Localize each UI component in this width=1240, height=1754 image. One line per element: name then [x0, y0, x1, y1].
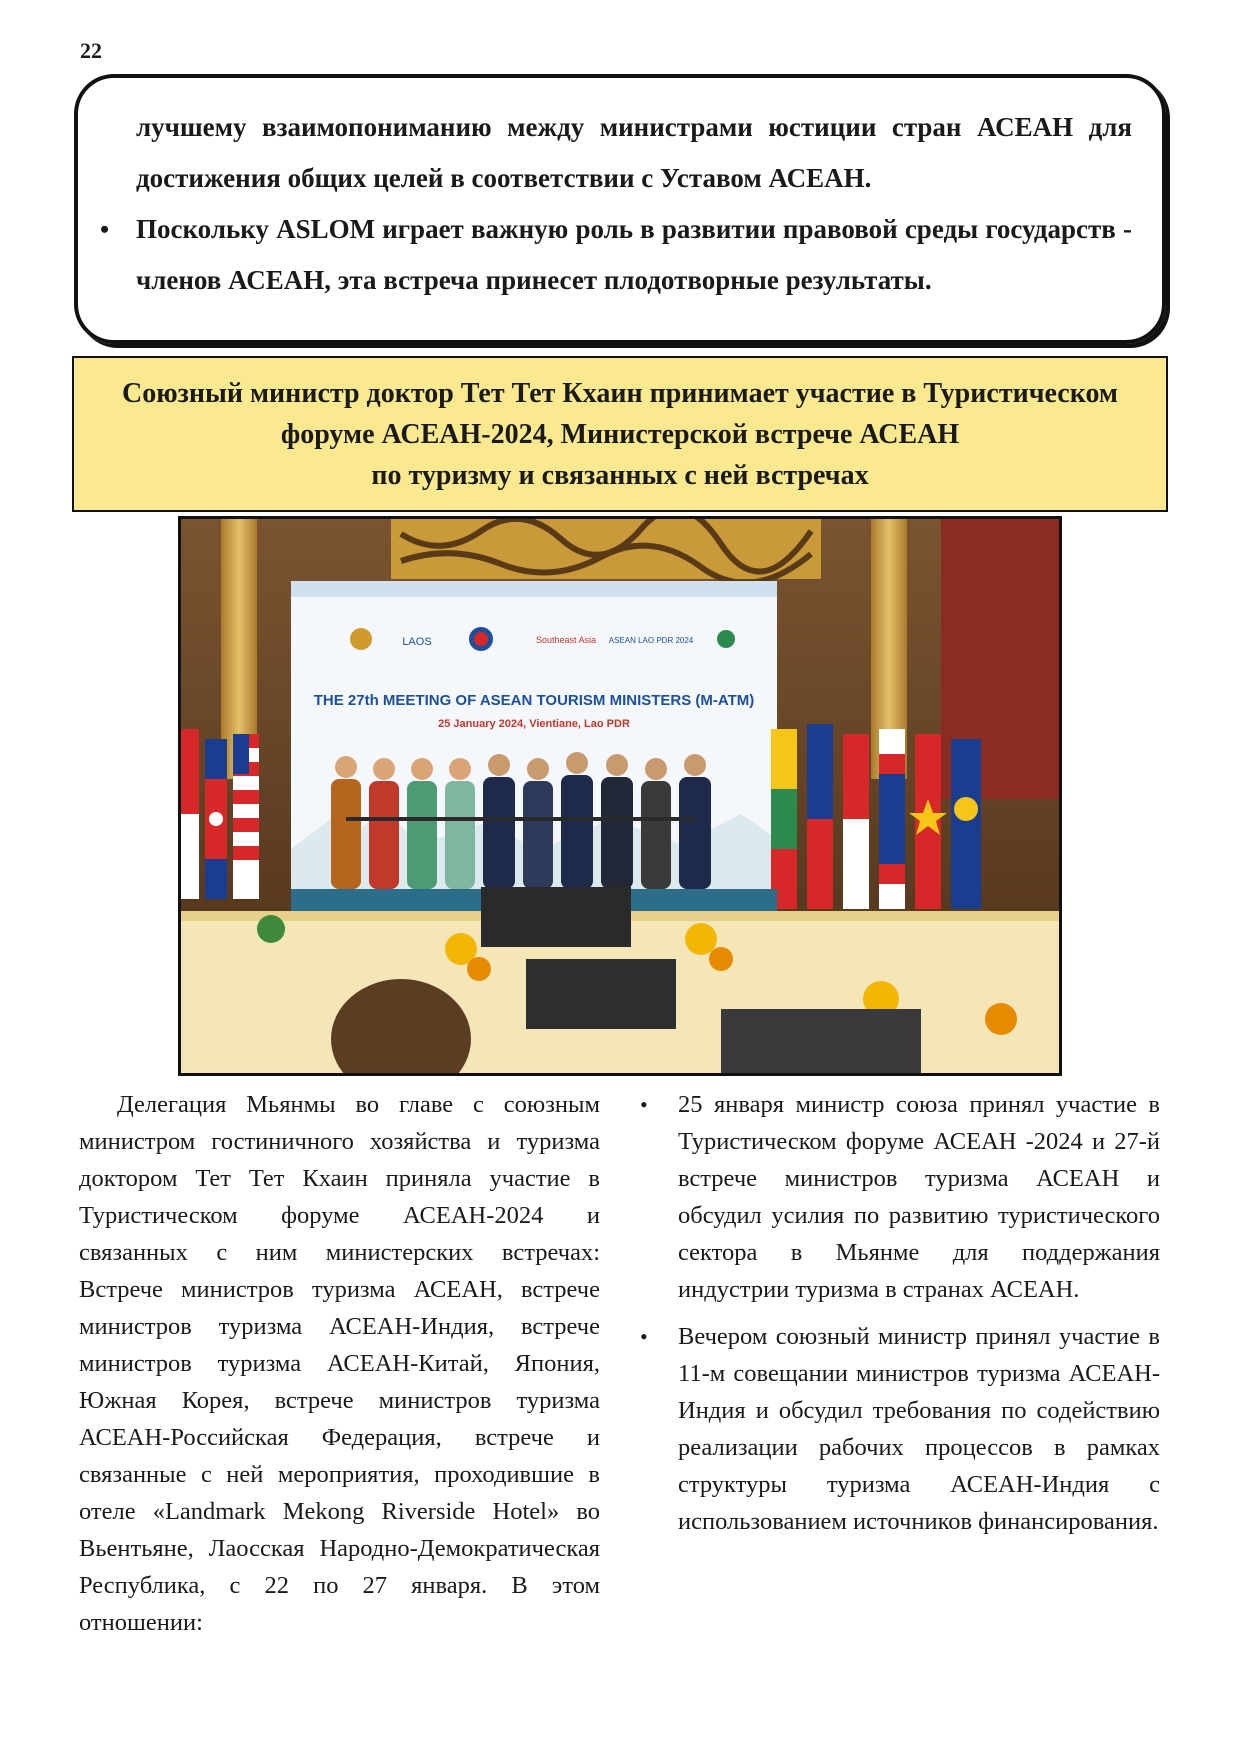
flags-left [181, 729, 259, 899]
logo-laos: LAOS [402, 636, 432, 648]
logo-southeast-asia: Southeast Asia [535, 635, 597, 645]
intro-paragraph: Делегация Мьянмы во главе с союзным министром гостиничного хозяйства и туризма доктором Тет Тет Кхаин приняла участие в Туристическом форуме АСЕАН-2024 и связанных с ним министерских встречах: Встрече министров туризма АСЕАН, встрече министров туризма АСЕАН-Индия, встрече министров туризма АСЕАН-Китай, Япония, Южная Корея, встрече министров туризма АСЕАН-Российская Федерация, встрече и связанные с ней мероприятия, проходившие в отеле «Landmark Mekong Riverside Hotel» во Вьентьяне, Лаосская Народно-Демократическая Республика, с 22 по 27 января. В этом отношении: [79, 1091, 600, 1636]
logo-asean-lao-pdr: ASEAN LAO PDR 2024 [608, 636, 694, 645]
right-bullet: • Вечером союзный министр принял участие в 11-м совещании министров туризма АСЕАН-Индия и обсудил требования по содействию реализации рабочих процессов в рамках структуры туризма АСЕАН-Индия с использованием источников финансирования. [640, 1318, 1160, 1540]
event-photo [178, 516, 1062, 1076]
summary-box [74, 74, 1166, 344]
article-headline [72, 356, 1168, 512]
summary-continuation: лучшему взаимопониманию между министрами юстиции стран АСЕАН для достижения общих целей в соответствии с Уставом АСЕАН. [136, 112, 1132, 193]
left-column [79, 1086, 600, 1641]
summary-bullet-list [136, 204, 1132, 306]
right-bullet-list [640, 1086, 1160, 1540]
logo-icon [717, 630, 735, 648]
right-column [640, 1086, 1160, 1550]
right-bullet: • 25 января министр союза принял участие в Туристическом форуме АСЕАН -2024 и 27-й встрече министров туризма АСЕАН и обсудил усилия по развитию туристического сектора в Мьянме для поддержания индустрии туризма в странах АСЕАН. [640, 1086, 1160, 1308]
event-photo-illustration [181, 519, 1059, 1073]
headline-line-2: по туризму и связанных с ней встречах [371, 459, 869, 491]
page-number: 22 [80, 38, 102, 63]
logo-icon [350, 628, 372, 650]
summary-bullet: • Поскольку ASLOM играет важную роль в развитии правовой среды государств - членов АСЕАН, эта встреча принесет плодотворные результаты. [136, 204, 1132, 306]
banner-subtitle: 25 January 2024, Vientiane, Lao PDR [438, 718, 630, 730]
banner-title: THE 27th MEETING OF ASEAN TOURISM MINISTERS (M-ATM) [313, 692, 755, 709]
monitor [526, 959, 676, 1029]
monitor [481, 887, 631, 947]
headline-line-1: Союзный министр доктор Тет Тет Кхаин принимает участие в Туристическом форуме АСЕАН-2024, Министерской встрече АСЕАН [121, 377, 1118, 450]
